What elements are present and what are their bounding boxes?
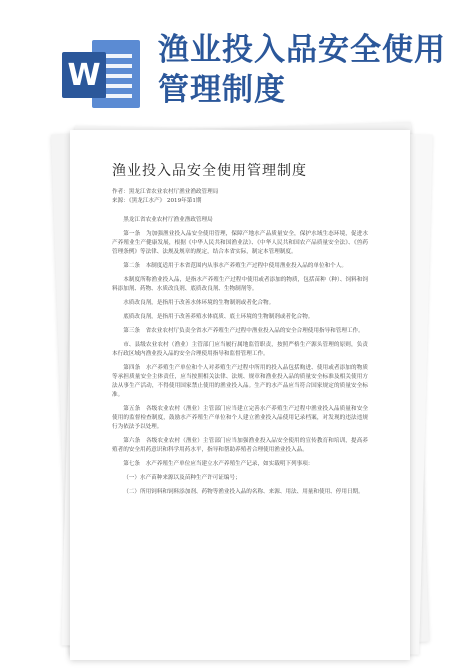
paragraph: （一）水产苗种来源以及苗种生产许可证编号；	[123, 475, 241, 481]
paragraph: 本制度所称渔业投入品，是指水产养殖生产过程中使用或者添加的物质，包括苗种（种）、饲料和饲料添加剂、药物、水质改良剂、底质改良剂、生物制剂等。	[112, 277, 368, 292]
word-document-icon	[62, 40, 140, 108]
paragraph: 水质改良剂，是指用于改善水体环境的生物制剂或者化合物。	[123, 300, 275, 306]
paragraph: 第七条 水产养殖生产单位应当建立水产养殖生产记录，如实载明下列事项：	[123, 461, 314, 467]
word-badge: W	[62, 52, 106, 98]
paragraph: 第二条 本制度适用于本省范围内从事水产养殖生产过程中使用渔业投入品的单位和个人。	[123, 263, 347, 269]
paragraph: （二）所用饲料和饲料添加剂、药物等渔业投入品的名称、来源、用法、用量和使用、停用日期。	[123, 489, 364, 495]
paragraph: 第三条 省农业农村厅负责全省水产养殖生产过程中渔业投入品的安全合理使用指导和管理工作。	[123, 328, 364, 334]
paragraph: 第四条 水产养殖生产单位和个人对养殖生产过程中所用的投入品包括购进、使用或者添加的物质等承担质量安全主体责任，应当按照相关法律、法规、规章和渔业投入品的质量安全标准及相关使用方法从事生产活动，不得使用国家禁止使用的渔业投入品。生产的水产品应当符合国家规定的质量安全标准。	[112, 365, 368, 398]
header-title: 渔业投入品安全使用管理制度	[158, 32, 446, 108]
paragraph: 市、县级农业农村（渔业）主管部门应当履行属地监管职责，按照严格生产源头管理的原则，负责本行政区域内渔业投入品的安全合理使用指导和监督管理工作。	[112, 342, 368, 357]
paragraph: 黑龙江省农业农村厅渔业渔政管理局	[123, 217, 213, 223]
document-source: 来源：《黑龙江水产》 2019年第1期	[112, 198, 202, 204]
document-title: 渔业投入品安全使用管理制度	[112, 163, 307, 179]
document-author: 作者：黑龙江省农业农村厅渔业渔政管理局	[112, 189, 219, 195]
paragraph: 第一条 为加强渔业投入品安全使用管理，保障产地水产品质量安全，保护水域生态环境，促进水产养殖业生产健康发展，根据《中华人民共和国渔业法》、《中华人民共和国农产品质量安全法》、《兽药管理条例》等法律、法规及规章的规定，结合本省实际，制定本管理制度。	[112, 231, 368, 255]
document-page	[70, 130, 410, 660]
header-banner	[0, 0, 474, 120]
paragraph: 底质改良剂，是指用于改善养殖水体底质、底土环境的生物制剂或者化合物。	[123, 314, 314, 320]
paragraph: 第五条 各级农业农村（渔业）主管部门应当建立完善水产养殖生产过程中渔业投入品质量和安全使用的监督检查制度，鼓励水产养殖生产单位和个人建立渔业投入品使用记录档案，对发现的违法违规行为依法予以处理。	[112, 406, 368, 430]
paragraph: 第六条 各级农业农村（渔业）主管部门应当加强渔业投入品安全使用的宣传教育和培训，提高养殖者的安全用药意识和科学用药水平，指导和帮助养殖者合理使用渔业投入品。	[112, 438, 368, 453]
